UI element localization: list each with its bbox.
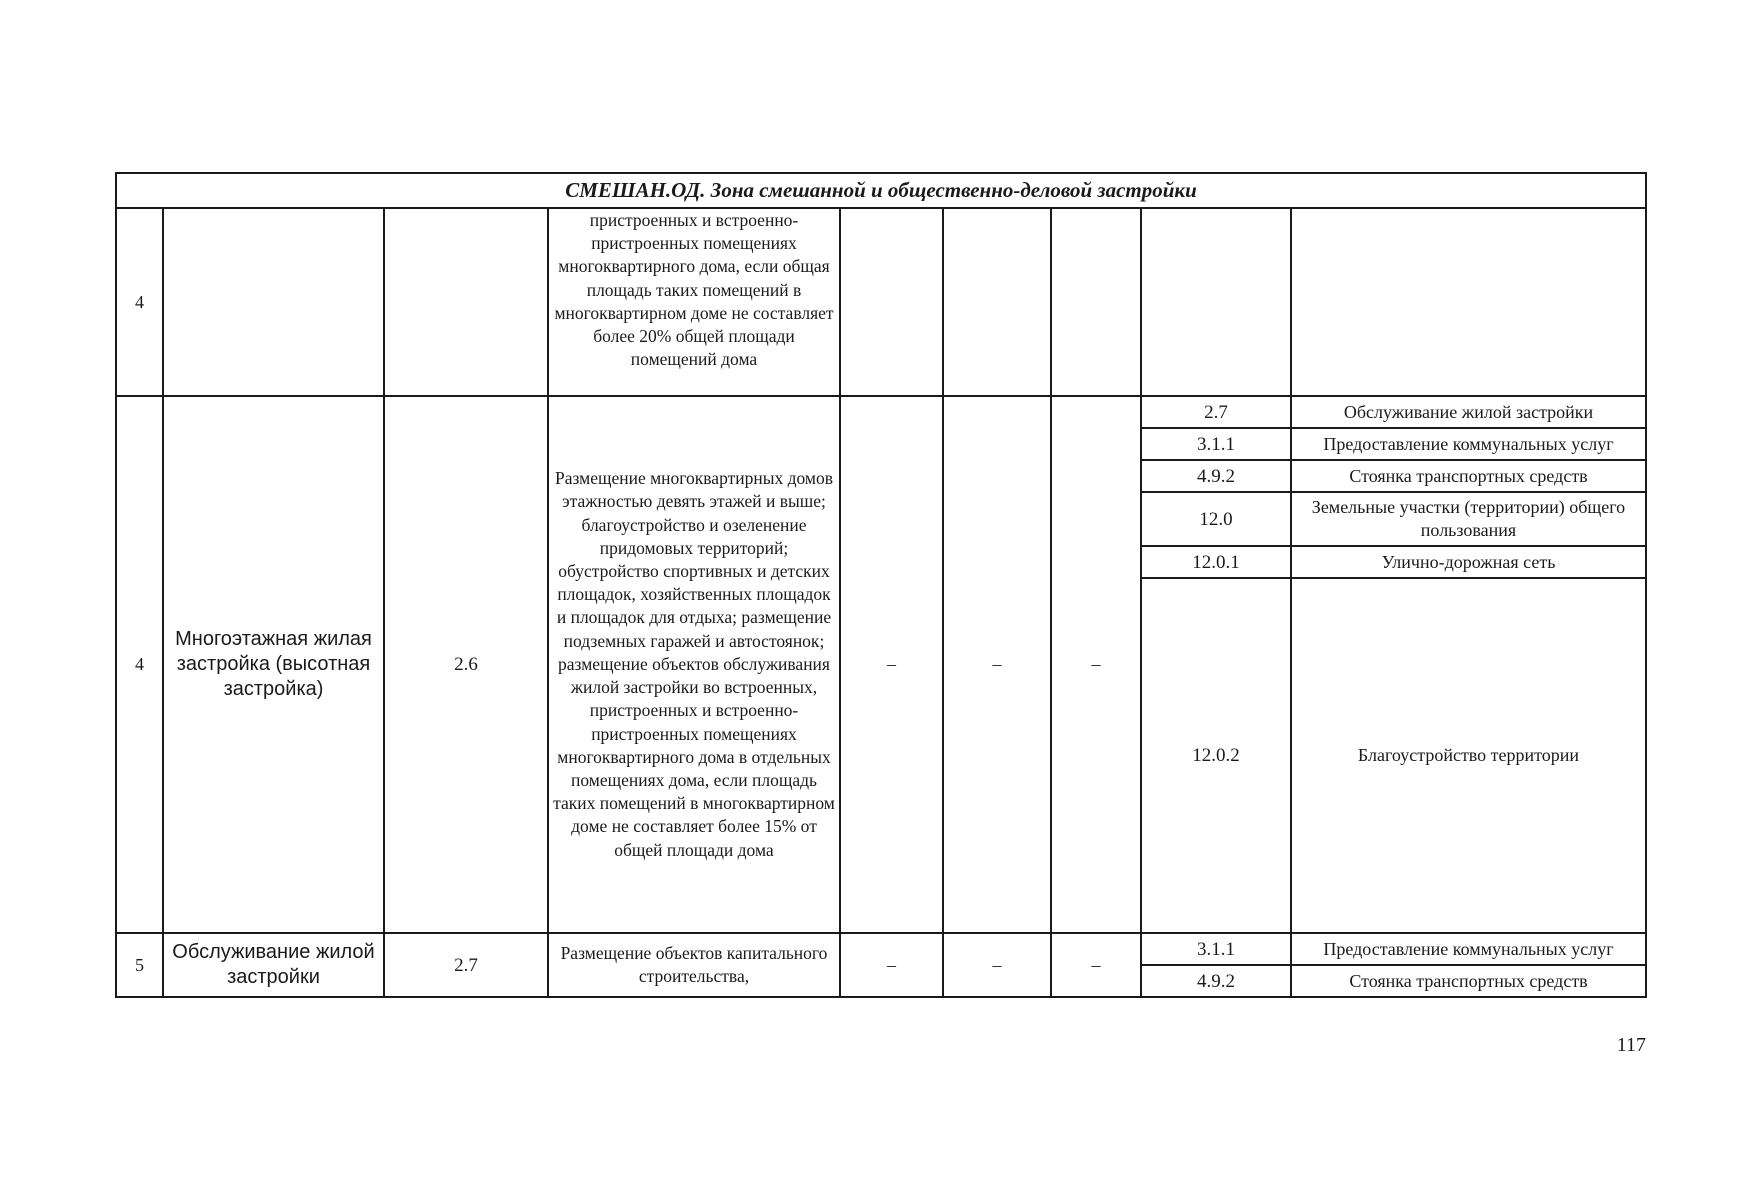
aux-use-code: 3.1.1 — [1141, 933, 1291, 965]
param-value: – — [943, 396, 1051, 933]
aux-use-name: Благоустройство территории — [1291, 578, 1646, 933]
page-number: 117 — [1616, 1034, 1646, 1056]
row-number: 4 — [116, 208, 163, 396]
table-row — [116, 208, 1646, 396]
use-code: 2.7 — [384, 933, 548, 997]
param-value: – — [1051, 396, 1141, 933]
use-code-cell — [384, 208, 548, 396]
aux-use-code: 12.0 — [1141, 492, 1291, 546]
use-name-cell — [163, 208, 384, 396]
aux-use-code: 2.7 — [1141, 396, 1291, 428]
param-cell — [1051, 208, 1141, 396]
table-row — [116, 396, 1646, 428]
use-description: Размещение многоквартирных домов этажностью девять этажей и выше; благоустройство и озеленение придомовых территорий; обустройство спортивных и детских площадок, хозяйственных площадок и площадок для отдыха; размещение подземных гаражей и автостоянок; размещение объектов обслуживания жилой застройки во встроенных, пристроенных и встроенно-пристроенных помещениях многоквартирного дома в отдельных помещениях дома, если площадь таких помещений в многоквартирном доме не составляет более 15% от общей площади дома — [548, 396, 840, 933]
table-title-row — [116, 173, 1646, 208]
use-name: Обслуживание жилой застройки — [163, 933, 384, 997]
use-description: Размещение объектов капитального строительства, — [548, 933, 840, 997]
aux-use-name: Предоставление коммунальных услуг — [1291, 428, 1646, 460]
aux-use-code: 4.9.2 — [1141, 965, 1291, 997]
param-cell — [943, 208, 1051, 396]
aux-code-cell — [1141, 208, 1291, 396]
aux-use-code: 12.0.1 — [1141, 546, 1291, 578]
row-number: 5 — [116, 933, 163, 997]
param-value: – — [943, 933, 1051, 997]
aux-use-name: Стоянка транспортных средств — [1291, 460, 1646, 492]
use-code: 2.6 — [384, 396, 548, 933]
table-title: СМЕШАН.ОД. Зона смешанной и общественно-деловой застройки — [116, 173, 1646, 208]
param-value: – — [840, 933, 943, 997]
aux-use-code: 3.1.1 — [1141, 428, 1291, 460]
aux-use-name: Земельные участки (территории) общего пользования — [1291, 492, 1646, 546]
param-value: – — [840, 396, 943, 933]
param-cell — [840, 208, 943, 396]
aux-use-name: Стоянка транспортных средств — [1291, 965, 1646, 997]
row-number: 4 — [116, 396, 163, 933]
aux-use-name: Обслуживание жилой застройки — [1291, 396, 1646, 428]
table-row — [116, 933, 1646, 965]
aux-use-name: Улично-дорожная сеть — [1291, 546, 1646, 578]
aux-use-code: 12.0.2 — [1141, 578, 1291, 933]
aux-name-cell — [1291, 208, 1646, 396]
param-value: – — [1051, 933, 1141, 997]
zoning-table — [115, 172, 1647, 998]
use-description: пристроенных и встроенно-пристроенных помещениях многоквартирного дома, если общая площадь таких помещений в многоквартирном доме не составляет более 20% общей площади помещений дома — [548, 208, 840, 396]
use-name: Многоэтажная жилая застройка (высотная застройка) — [163, 396, 384, 933]
aux-use-code: 4.9.2 — [1141, 460, 1291, 492]
aux-use-name: Предоставление коммунальных услуг — [1291, 933, 1646, 965]
